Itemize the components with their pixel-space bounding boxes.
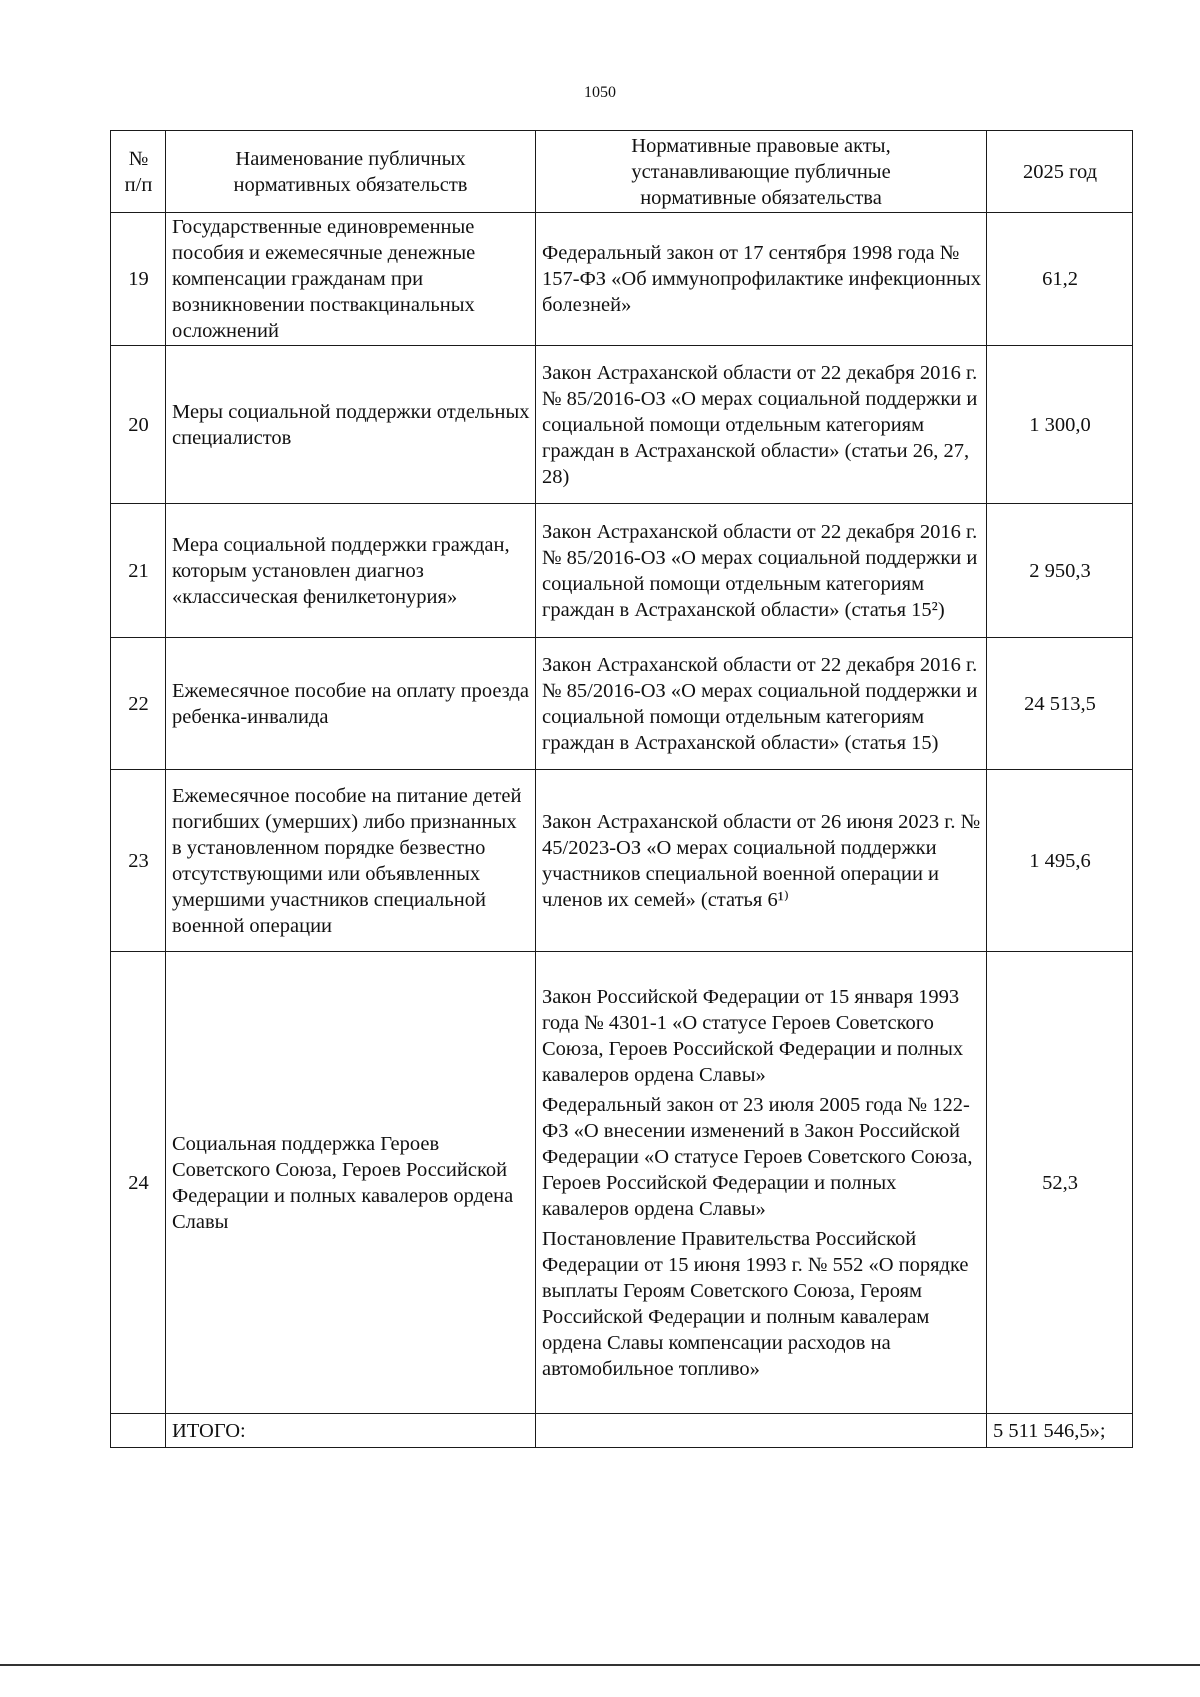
bottom-divider xyxy=(0,1664,1200,1666)
table-row xyxy=(111,952,1133,1414)
row-num: 23 xyxy=(111,770,166,952)
row-num: 22 xyxy=(111,638,166,770)
total-num xyxy=(111,1414,166,1448)
row-num: 19 xyxy=(111,213,166,346)
table-row xyxy=(111,346,1133,504)
table-row xyxy=(111,504,1133,638)
row-name: Государственные единовременные пособия и ежемесячные денежные компенсации гражданам при возникновении поствакцинальных осложнений xyxy=(166,213,536,346)
total-label: ИТОГО: xyxy=(166,1414,536,1448)
row-value: 2 950,3 xyxy=(987,504,1133,638)
act-text: Закон Астраханской области от 22 декабря 2016 г. № 85/2016-ОЗ «О мерах социальной поддержки и социальной помощи отдельным категориям граждан в Астраханской области» (статьи 26, 27, 28) xyxy=(542,361,978,488)
row-name: Меры социальной поддержки отдельных специалистов xyxy=(166,346,536,504)
row-name: Ежемесячное пособие на питание детей погибших (умерших) либо признанных в установленном порядке безвестно отсутствующими или объявленных умершими участников специальной военной операции xyxy=(166,770,536,952)
act-text: Федеральный закон от 23 июля 2005 года № 122-ФЗ «О внесении изменений в Закон Российской Федерации «О статусе Героев Советского Союза, Героев Российской Федерации и полных кавалеров ордена Славы» xyxy=(542,1093,973,1220)
row-num: 21 xyxy=(111,504,166,638)
obligations-table xyxy=(110,130,1133,1448)
table-row xyxy=(111,213,1133,346)
row-value: 61,2 xyxy=(987,213,1133,346)
row-num: 20 xyxy=(111,346,166,504)
total-row xyxy=(111,1414,1133,1448)
total-value: 5 511 546,5»; xyxy=(987,1414,1133,1448)
row-acts xyxy=(536,346,987,504)
act-text: Закон Российской Федерации от 15 января 1993 года № 4301-1 «О статусе Героев Советского Союза, Героев Российской Федерации и полных кавалеров ордена Славы» xyxy=(542,985,964,1086)
header-acts: Нормативные правовые акты, устанавливающие публичные нормативные обязательства xyxy=(536,131,987,213)
table-row xyxy=(111,770,1133,952)
table-header-row xyxy=(111,131,1133,213)
row-acts xyxy=(536,638,987,770)
row-value: 52,3 xyxy=(987,952,1133,1414)
act-text: Закон Астраханской области от 26 июня 2023 г. № 45/2023-ОЗ «О мерах социальной поддержки участников специальной военной операции и членов их семей» (статья 6¹⁾ xyxy=(542,810,981,911)
row-acts xyxy=(536,504,987,638)
header-name: Наименование публичных нормативных обязательств xyxy=(166,131,536,213)
row-name: Ежемесячное пособие на оплату проезда ребенка-инвалида xyxy=(166,638,536,770)
row-acts xyxy=(536,213,987,346)
row-name: Социальная поддержка Героев Советского Союза, Героев Российской Федерации и полных кавалеров ордена Славы xyxy=(166,952,536,1414)
header-num: № п/п xyxy=(111,131,166,213)
header-year: 2025 год xyxy=(987,131,1133,213)
row-num: 24 xyxy=(111,952,166,1414)
row-value: 1 495,6 xyxy=(987,770,1133,952)
total-acts xyxy=(536,1414,987,1448)
table-row xyxy=(111,638,1133,770)
act-text: Закон Астраханской области от 22 декабря 2016 г. № 85/2016-ОЗ «О мерах социальной поддержки и социальной помощи отдельным категориям граждан в Астраханской области» (статья 15) xyxy=(542,653,978,754)
row-value: 1 300,0 xyxy=(987,346,1133,504)
row-acts xyxy=(536,770,987,952)
row-acts xyxy=(536,952,987,1414)
act-text: Закон Астраханской области от 22 декабря 2016 г. № 85/2016-ОЗ «О мерах социальной поддержки и социальной помощи отдельным категориям граждан в Астраханской области» (статья 15²) xyxy=(542,520,978,621)
row-value: 24 513,5 xyxy=(987,638,1133,770)
row-name: Мера социальной поддержки граждан, которым установлен диагноз «классическая фенилкетонурия» xyxy=(166,504,536,638)
act-text: Постановление Правительства Российской Федерации от 15 июня 1993 г. № 552 «О порядке выплаты Героям Советского Союза, Героям Российской Федерации и полным кавалерам ордена Славы компенсации расходов на автомобильное топливо» xyxy=(542,1227,969,1380)
page-number: 1050 xyxy=(584,84,616,101)
act-text: Федеральный закон от 17 сентября 1998 года № 157-ФЗ «Об иммунопрофилактике инфекционных болезней» xyxy=(542,242,981,316)
